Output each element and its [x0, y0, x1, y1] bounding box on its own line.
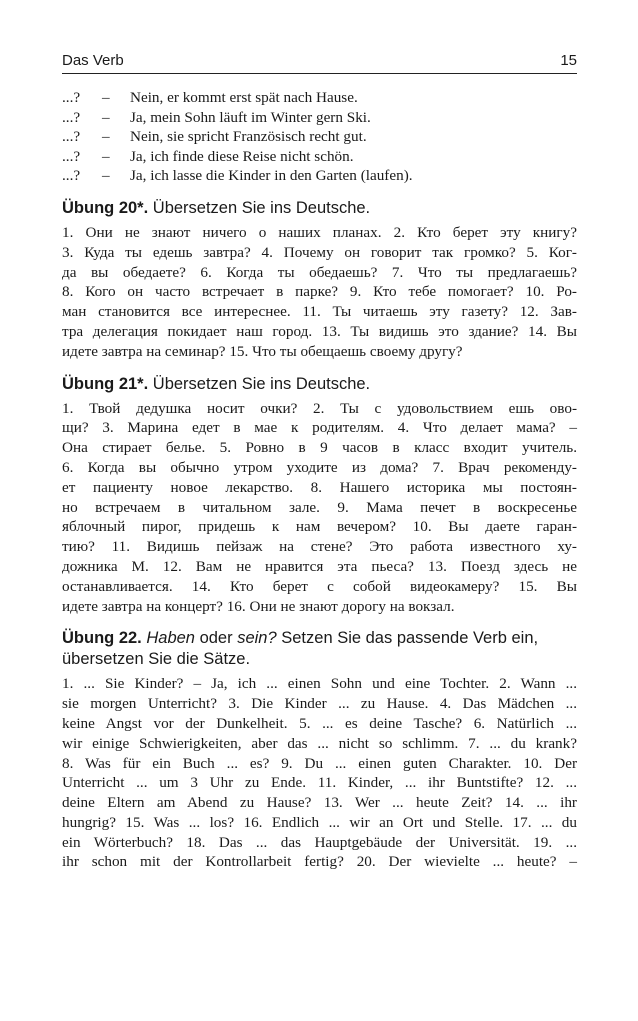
dash: – — [102, 89, 110, 106]
page-number: 15 — [560, 52, 577, 69]
dash: – — [102, 167, 110, 185]
answer-text: Nein, er kommt erst spät nach Hause. — [130, 89, 358, 106]
text-line: ein Wörterbuch? 18. Das ... das Hauptgebäude der Universität. 19. ... — [62, 833, 577, 851]
dialog-line — [62, 88, 577, 108]
text-line: но встречаем в читальном зале. 9. Мама печет в воскресенье — [62, 498, 577, 516]
exercise-21-heading — [62, 374, 577, 395]
exercise-label: Übung 21*. — [62, 374, 149, 393]
text-line: ет пациенту новое лекарство. 8. Нашего историка мы постоян- — [62, 478, 577, 496]
dialog-line — [62, 166, 577, 186]
text-line: Она стирает белье. 5. Ровно в 9 часов в класс входит учитель. — [62, 439, 577, 457]
exercise-instruction: Übersetzen Sie ins Deutsche. — [152, 374, 371, 393]
question-placeholder: ...? — [62, 167, 81, 185]
exercise-instruction: Setzen Sie das passende Verb ein, — [281, 629, 539, 648]
exercise-22-heading — [62, 628, 577, 670]
running-header — [62, 52, 577, 74]
text-line: wir einige Schwierigkeiten, aber das ... nicht so schlimm. 7. ... du krank? — [62, 734, 577, 752]
dash: – — [102, 128, 110, 146]
dialog-list — [62, 88, 577, 186]
exercise-20-heading — [62, 198, 577, 219]
text-line: 1. Они не знают ничего о наших планах. 2. Кто берет эту книгу? — [62, 223, 577, 241]
text-line: Unterricht ... um 3 Uhr zu Ende. 11. Kinder, ... ihr Buntstifte? 12. ... — [62, 774, 577, 792]
text-line: keine Angst vor der Dunkelheit. 5. ... es deine Tasche? 6. Natürlich ... — [62, 714, 577, 732]
answer-text: Ja, ich finde diese Reise nicht schön. — [130, 147, 354, 165]
text-line: да вы обедаете? 6. Когда ты обедаешь? 7. Что ты предлагаешь? — [62, 263, 577, 281]
text-line: яблочный пирог, придешь к нам вечером? 10. Вы даете гаран- — [62, 518, 577, 536]
text-line: тию? 11. Видишь пейзаж на стене? Это работа известного ху- — [62, 538, 577, 556]
exercise-instruction-line2: übersetzen Sie die Sätze. — [62, 650, 251, 669]
text-line: 1. Твой дедушка носит очки? 2. Ты с удовольствием ешь ово- — [62, 399, 577, 417]
answer-text: Ja, mein Sohn läuft im Winter gern Ski. — [130, 108, 371, 126]
exercise-22-text — [62, 674, 577, 872]
connector-word: oder — [199, 629, 233, 648]
text-line: щи? 3. Марина едет в мае к родителям. 4. Что делает мама? – — [62, 419, 577, 437]
dialog-line — [62, 127, 577, 147]
verb-haben: Haben — [146, 629, 195, 648]
text-line: sie morgen Unterricht? 3. Die Kinder ... zu Hause. 4. Das Mädchen ... — [62, 695, 577, 713]
text-line: hungrig? 15. Was ... los? 16. Endlich ... wir an Ort und Stelle. 17. ... du — [62, 813, 577, 831]
verb-sein: sein? — [237, 629, 277, 648]
book-page — [62, 52, 577, 872]
text-line: идете завтра на семинар? 15. Что ты обещаешь своему другу? — [62, 342, 463, 360]
text-line: 6. Когда вы обычно утром уходите из дома? 7. Врач рекоменду- — [62, 458, 577, 476]
chapter-title: Das Verb — [62, 52, 124, 69]
exercise-21-text — [62, 399, 577, 617]
exercise-20-text — [62, 223, 577, 362]
text-line: 8. Кого он часто встречает в парке? 9. Кто тебе помогает? 10. Ро- — [62, 283, 577, 301]
text-line: идете завтра на концерт? 16. Они не знают дорогу на вокзал. — [62, 597, 455, 615]
question-placeholder: ...? — [62, 147, 81, 165]
exercise-label: Übung 20*. — [62, 198, 149, 217]
text-line: deine Eltern am Abend zu Hause? 13. Wer ... heute Zeit? 14. ... ihr — [62, 794, 577, 812]
dialog-line — [62, 108, 577, 128]
text-line: 1. ... Sie Kinder? – Ja, ich ... einen Sohn und eine Tochter. 2. Wann ... — [62, 675, 577, 693]
text-line: останавливается. 14. Кто берет с собой видеокамеру? 15. Вы — [62, 577, 577, 595]
question-placeholder: ...? — [62, 128, 81, 146]
text-line: дожника М. 12. Вам не нравится эта пьеса? 13. Поезд здесь не — [62, 557, 577, 575]
dash: – — [102, 108, 110, 126]
text-line: 8. Was für ein Buch ... es? 9. Du ... einen guten Charakter. 10. Der — [62, 754, 577, 772]
text-line: тра делегация покидает наш город. 13. Ты видишь это здание? 14. Вы — [62, 322, 577, 340]
answer-text: Ja, ich lasse die Kinder in den Garten (laufen). — [130, 167, 413, 185]
question-placeholder: ...? — [62, 89, 81, 106]
text-line: 3. Куда ты едешь завтра? 4. Почему он говорит так громко? 5. Ког- — [62, 243, 577, 261]
dialog-line — [62, 147, 577, 167]
answer-text: Nein, sie spricht Französisch recht gut. — [130, 128, 367, 146]
text-line: ihr schon mit der Kontrollarbeit fertig? 20. Der wievielte ... heute? – — [62, 853, 577, 871]
question-placeholder: ...? — [62, 108, 81, 126]
dash: – — [102, 147, 110, 165]
text-line: ман становится все интереснее. 11. Ты читаешь эту газету? 12. Зав- — [62, 303, 577, 321]
exercise-instruction: Übersetzen Sie ins Deutsche. — [152, 198, 371, 217]
exercise-label: Übung 22. — [62, 629, 142, 648]
